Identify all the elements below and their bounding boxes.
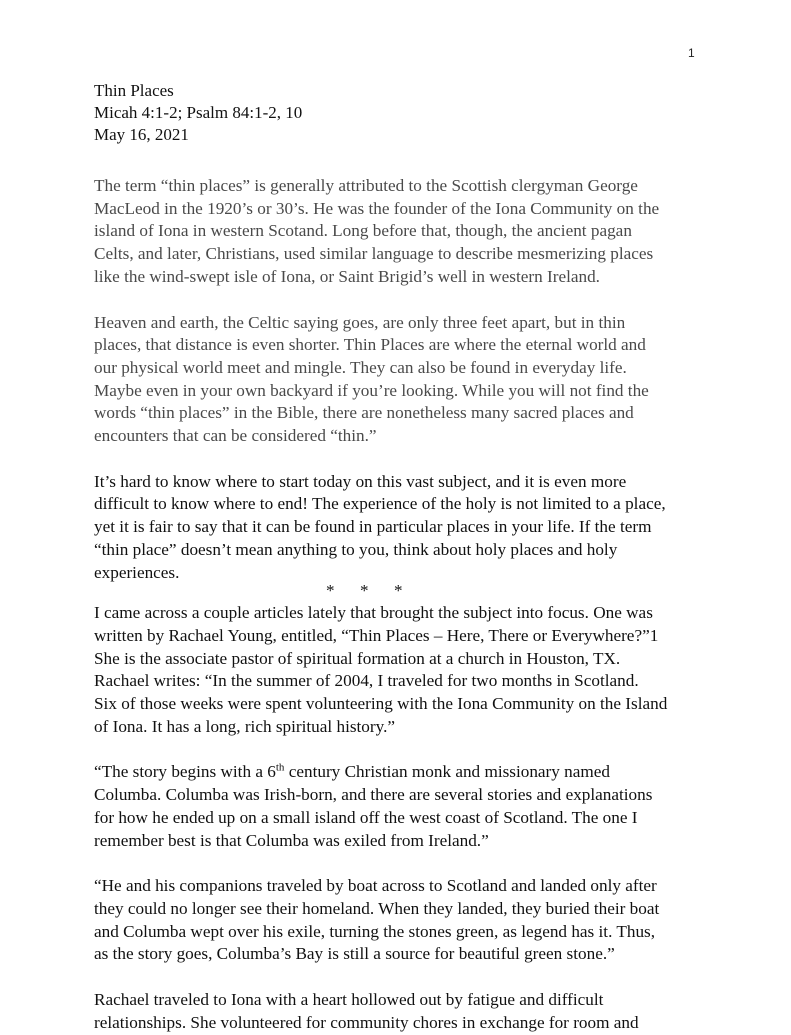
paragraph-7 — [94, 989, 714, 1034]
separator-asterisk: * — [360, 581, 369, 601]
text-line: island of Iona in western Scotand. Long before that, though, the ancient pagan — [94, 221, 632, 241]
paragraph-6 — [94, 875, 714, 966]
section-separator — [94, 581, 714, 601]
text-line: Six of those weeks were spent volunteering with the Iona Community on the Island — [94, 694, 668, 714]
text-line: “thin place” doesn’t mean anything to you, think about holy places and holy — [94, 539, 618, 559]
text-line: of Iona. It has a long, rich spiritual history.” — [94, 716, 396, 736]
sermon-date: May 16, 2021 — [94, 125, 189, 144]
text-line: yet it is fair to say that it can be found in particular places in your life. If the term — [94, 517, 652, 537]
text-line: The term “thin places” is generally attributed to the Scottish clergyman George — [94, 176, 638, 195]
text-line: remember best is that Columba was exiled from Ireland.” — [94, 830, 489, 850]
text-line: experiences. — [94, 562, 180, 582]
separator-asterisk: * — [326, 581, 335, 601]
paragraph-5 — [94, 761, 714, 852]
text-line: Columba. Columba was Irish-born, and there are several stories and explanations — [94, 785, 653, 805]
paragraph-1 — [94, 175, 714, 289]
text-line: our physical world meet and mingle. They can also be found in everyday life. — [94, 357, 627, 377]
text-line: “He and his companions traveled by boat across to Scotland and landed only after — [94, 876, 657, 896]
text-line: difficult to know where to end! The experience of the holy is not limited to a place, — [94, 494, 666, 514]
text-line: It’s hard to know where to start today on this vast subject, and it is even more — [94, 471, 627, 491]
paragraph-3 — [94, 471, 714, 585]
text-line: words “thin places” in the Bible, there are nonetheless many sacred places and — [94, 403, 634, 423]
superscript-ordinal: th — [275, 761, 285, 774]
text-line: Rachael traveled to Iona with a heart hollowed out by fatigue and difficult — [94, 990, 604, 1010]
text-line: Maybe even in your own backyard if you’re looking. While you will not find the — [94, 380, 649, 400]
text-line: as the story goes, Columba’s Bay is still a source for beautiful green stone.” — [94, 944, 615, 964]
text-line: Rachael writes: “In the summer of 2004, I traveled for two months in Scotland. — [94, 671, 639, 691]
text-line: and Columba wept over his exile, turning the stones green, as legend has it. Thus, — [94, 921, 656, 941]
separator-asterisk: * — [394, 581, 403, 601]
text-line: for how he ended up on a small island off the west coast of Scotland. The one I — [94, 807, 638, 827]
text-run: “The story begins with a 6 — [94, 762, 276, 782]
text-line — [94, 761, 714, 784]
text-line: like the wind-swept isle of Iona, or Saint Brigid’s well in western Ireland. — [94, 266, 600, 286]
sermon-title: Thin Places — [94, 81, 174, 100]
text-line: Heaven and earth, the Celtic saying goes, are only three feet apart, but in thin — [94, 312, 626, 332]
text-run: century Christian monk and missionary named — [284, 762, 610, 782]
text-line: MacLeod in the 1920’s or 30’s. He was the founder of the Iona Community on the — [94, 198, 660, 218]
page-number: 1 — [688, 46, 695, 60]
text-line: they could no longer see their homeland. When they landed, they buried their boat — [94, 898, 660, 918]
text-line: relationships. She volunteered for community chores in exchange for room and — [94, 1012, 639, 1032]
text-line: I came across a couple articles lately that brought the subject into focus. One was — [94, 603, 653, 623]
scripture-reference: Micah 4:1-2; Psalm 84:1-2, 10 — [94, 103, 303, 122]
paragraph-4 — [94, 602, 714, 738]
text-line: places, that distance is even shorter. Thin Places are where the eternal world and — [94, 335, 646, 355]
paragraph-2 — [94, 312, 714, 448]
text-line: encounters that can be considered “thin.” — [94, 426, 377, 446]
text-line: written by Rachael Young, entitled, “Thin Places – Here, There or Everywhere?”1 — [94, 625, 659, 645]
text-line: She is the associate pastor of spiritual formation at a church in Houston, TX. — [94, 648, 621, 668]
document-body — [94, 80, 714, 1035]
text-line: Celts, and later, Christians, used similar language to describe mesmerizing places — [94, 244, 654, 264]
